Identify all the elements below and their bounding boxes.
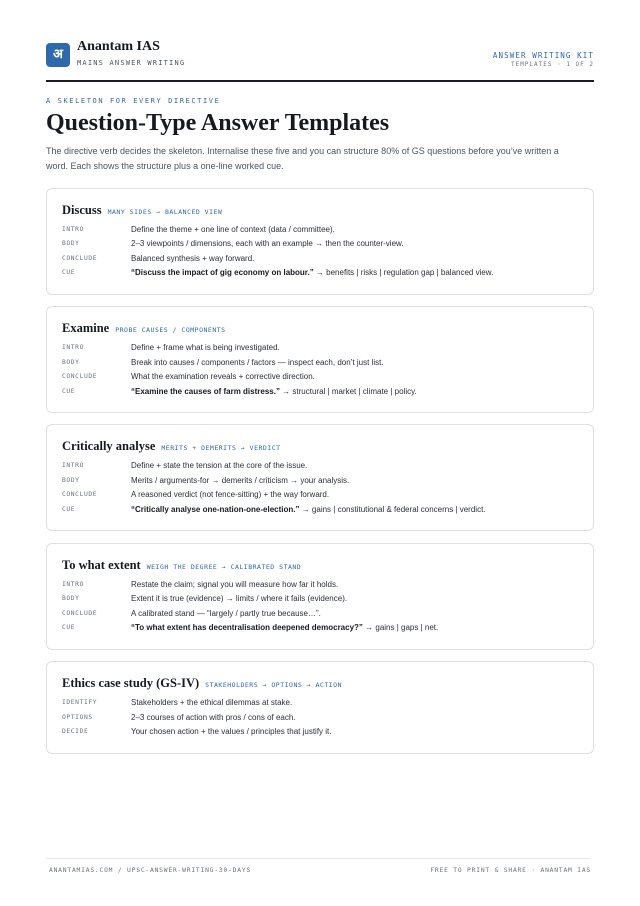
- cue-breakdown: → benefits | risks | regulation gap | balanced view.: [313, 268, 494, 277]
- row-label: BODY: [62, 477, 80, 484]
- cue-breakdown: → structural | market | climate | policy.: [279, 387, 417, 396]
- page-title: Question-Type Answer Templates: [46, 110, 390, 136]
- row-text: Break into causes / components / factors — inspect each, don’t just list.: [131, 358, 384, 367]
- row-label: CONCLUDE: [62, 373, 98, 380]
- kit-page-indicator: TEMPLATES · 1 OF 2: [510, 61, 594, 68]
- row-label: OPTIONS: [62, 714, 93, 721]
- card-tag: MANY SIDES → BALANCED VIEW: [107, 208, 223, 216]
- row-label: CONCLUDE: [62, 491, 98, 498]
- row-options: [62, 713, 581, 727]
- row-intro: [62, 225, 581, 239]
- row-body: [62, 476, 581, 490]
- row-label: CUE: [62, 269, 76, 276]
- card-title: Critically analyse: [62, 439, 156, 453]
- row-label: INTRO: [62, 581, 84, 588]
- row-conclude: [62, 254, 581, 268]
- card-title: To what extent: [62, 558, 141, 572]
- cue-question: “Discuss the impact of gig economy on labour.”: [131, 268, 314, 277]
- card-tag: PROBE CAUSES / COMPONENTS: [115, 326, 226, 334]
- row-text: Define + frame what is being investigated.: [131, 343, 280, 352]
- row-text: 2–3 courses of action with pros / cons of each.: [131, 713, 296, 722]
- template-card-examine: [46, 306, 594, 413]
- row-label: CUE: [62, 624, 76, 631]
- card-header: [62, 319, 226, 337]
- header-divider: [46, 80, 594, 82]
- row-intro: [62, 580, 581, 594]
- row-cue-text: [131, 268, 493, 277]
- card-title: Discuss: [62, 203, 102, 217]
- footer-url: ANANTAMIAS.COM / UPSC-ANSWER-WRITING-30-DAYS: [49, 867, 252, 874]
- row-label: BODY: [62, 359, 80, 366]
- row-text: Restate the claim; signal you will measure how far it holds.: [131, 580, 339, 589]
- row-cue: [62, 387, 581, 401]
- row-conclude: [62, 372, 581, 386]
- eyebrow-label: A SKELETON FOR EVERY DIRECTIVE: [46, 97, 221, 105]
- row-conclude: [62, 609, 581, 623]
- brand-name: Anantam IAS: [77, 39, 160, 54]
- row-cue-text: [131, 623, 438, 632]
- card-title: Ethics case study (GS-IV): [62, 676, 200, 690]
- row-label: IDENTIFY: [62, 699, 98, 706]
- row-body: [62, 239, 581, 253]
- row-label: INTRO: [62, 226, 84, 233]
- row-label: CUE: [62, 506, 76, 513]
- cue-question: “Examine the causes of farm distress.”: [131, 387, 280, 396]
- row-text: Define the theme + one line of context (data / committee).: [131, 225, 335, 234]
- footer-divider: [46, 858, 590, 859]
- row-cue-text: [131, 505, 486, 514]
- cue-breakdown: → gains | gaps | net.: [362, 623, 439, 632]
- card-header: [62, 556, 301, 574]
- row-intro: [62, 461, 581, 475]
- row-text: Stakeholders + the ethical dilemmas at stake.: [131, 698, 293, 707]
- row-text: Define + state the tension at the core of the issue.: [131, 461, 308, 470]
- row-body: [62, 358, 581, 372]
- row-text: Extent it is true (evidence) → limits / where it fails (evidence).: [131, 594, 348, 603]
- row-text: Balanced synthesis + way forward.: [131, 254, 255, 263]
- row-cue: [62, 623, 581, 637]
- row-cue: [62, 505, 581, 519]
- card-tag: WEIGH THE DEGREE → CALIBRATED STAND: [146, 563, 302, 571]
- footer-note: FREE TO PRINT & SHARE · ANANTAM IAS: [430, 867, 591, 874]
- intro-paragraph: The directive verb decides the skeleton. Internalise these five and you can structure 80% of GS questions before you’ve written a word. Each shows the structure plus a one-line worked cue.: [46, 146, 559, 171]
- card-header: [62, 674, 342, 692]
- row-conclude: [62, 490, 581, 504]
- row-text: Merits / arguments-for → demerits / criticism → your analysis.: [131, 476, 350, 485]
- cue-question: “Critically analyse one-nation-one-election.”: [131, 505, 300, 514]
- cue-question: “To what extent has decentralisation deepened democracy?”: [131, 623, 363, 632]
- row-text: A reasoned verdict (not fence-sitting) + the way forward.: [131, 490, 330, 499]
- row-body: [62, 594, 581, 608]
- template-card-to-what-extent: [46, 543, 594, 650]
- row-label: CONCLUDE: [62, 610, 98, 617]
- row-intro: [62, 343, 581, 357]
- row-text: What the examination reveals + corrective direction.: [131, 372, 315, 381]
- row-label: BODY: [62, 595, 80, 602]
- brand-logo-icon: अ: [46, 43, 70, 67]
- kit-title: ANSWER WRITING KIT: [492, 51, 594, 60]
- brand-subtitle: MAINS ANSWER WRITING: [77, 59, 186, 67]
- card-header: [62, 201, 222, 219]
- template-card-critically-analyse: [46, 424, 594, 531]
- row-decide: [62, 727, 581, 741]
- row-text: A calibrated stand — “largely / partly true because…”.: [131, 609, 321, 618]
- row-label: CUE: [62, 388, 76, 395]
- card-title: Examine: [62, 321, 110, 335]
- template-card-ethics-case-study: [46, 661, 594, 754]
- row-cue: [62, 268, 581, 282]
- row-cue-text: [131, 387, 417, 396]
- page-header: [46, 36, 594, 82]
- card-tag: MERITS + DEMERITS → VERDICT: [161, 444, 281, 452]
- card-header: [62, 437, 281, 455]
- row-label: INTRO: [62, 344, 84, 351]
- row-label: CONCLUDE: [62, 255, 98, 262]
- row-label: BODY: [62, 240, 80, 247]
- row-text: 2–3 viewpoints / dimensions, each with an example → then the counter-view.: [131, 239, 404, 248]
- card-tag: STAKEHOLDERS → OPTIONS → ACTION: [205, 681, 342, 689]
- row-identify: [62, 698, 581, 712]
- row-text: Your chosen action + the values / principles that justify it.: [131, 727, 332, 736]
- row-label: DECIDE: [62, 728, 89, 735]
- cue-breakdown: → gains | constitutional & federal concerns | verdict.: [299, 505, 486, 514]
- row-label: INTRO: [62, 462, 84, 469]
- template-card-discuss: [46, 188, 594, 295]
